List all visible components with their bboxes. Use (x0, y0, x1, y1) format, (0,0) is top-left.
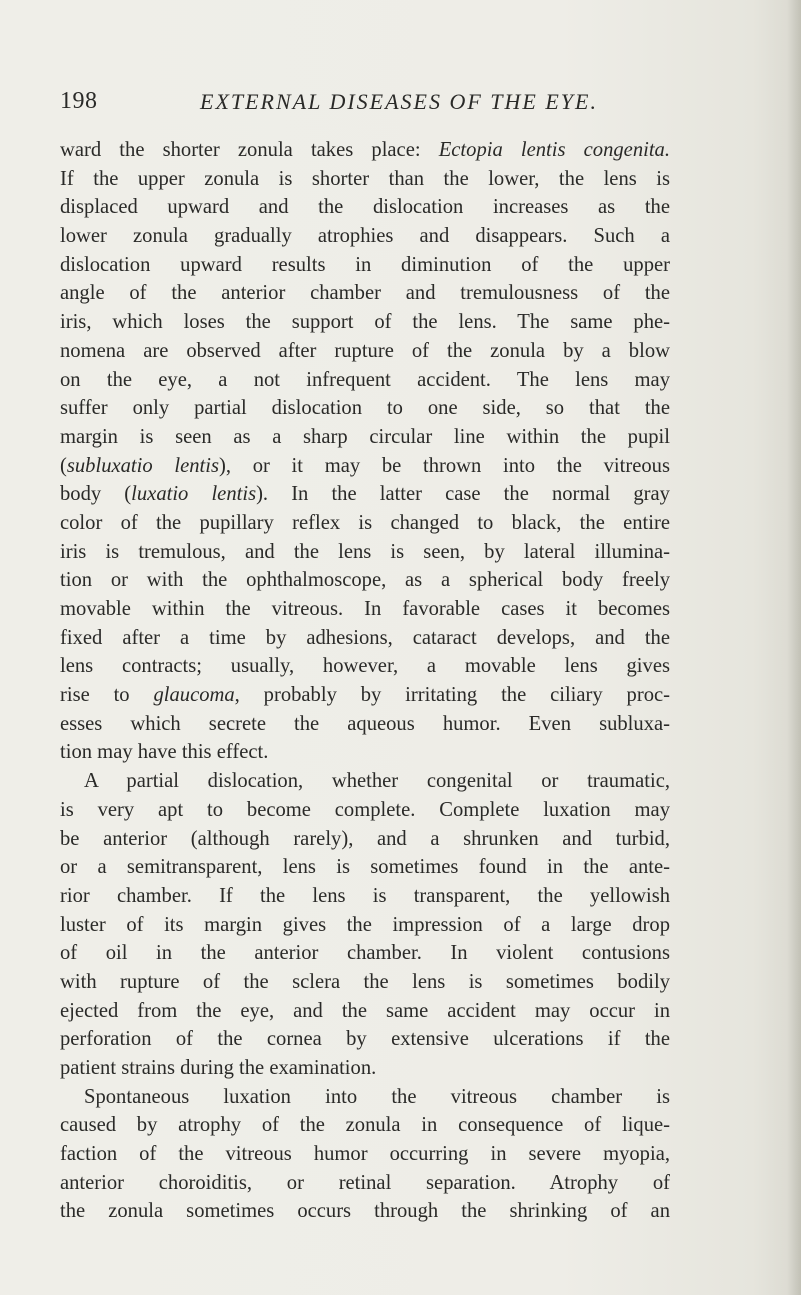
text-line: (subluxatio lentis), or it may be thrown into the vitreous (60, 454, 670, 477)
page-header (60, 88, 680, 122)
text-line: dislocation upward results in diminution of the upper (60, 253, 670, 276)
text-line: tion or with the ophthalmoscope, as a spherical body freely (60, 569, 670, 592)
text-line: with rupture of the sclera the lens is sometimes bodily (60, 970, 670, 993)
text-line: or a semitransparent, lens is sometimes found in the ante- (60, 856, 670, 879)
text-line: fixed after a time by adhesions, cataract develops, and the (60, 626, 670, 649)
text-line: rior chamber. If the lens is transparent, the yellowish (60, 884, 670, 907)
text-line: be anterior (although rarely), and a shrunken and turbid, (60, 827, 670, 850)
text-line: caused by atrophy of the zonula in consequence of lique- (60, 1114, 670, 1137)
italic-term: luxatio lentis (131, 483, 257, 506)
text-line: ward the shorter zonula takes place: Ectopia lentis congenita. (60, 139, 670, 161)
page-number: 198 (60, 88, 98, 114)
text-line: Spontaneous luxation into the vitreous chamber is (84, 1085, 670, 1108)
text-line: the zonula sometimes occurs through the shrinking of an (60, 1200, 670, 1223)
text-line: A partial dislocation, whether congenital or traumatic, (84, 770, 670, 793)
text-line: iris is tremulous, and the lens is seen, by lateral illumina- (60, 540, 670, 563)
text-line: faction of the vitreous humor occurring in severe myopia, (60, 1143, 670, 1166)
text-line: margin is seen as a sharp circular line within the pupil (60, 425, 670, 448)
text-line: color of the pupillary reflex is changed to black, the entire (60, 511, 670, 534)
text-line: patient strains during the examination. (60, 1057, 377, 1079)
text-line: body (luxatio lentis). In the latter case the normal gray (60, 483, 670, 506)
italic-term: glaucoma (153, 684, 235, 707)
text-line: angle of the anterior chamber and tremulousness of the (60, 282, 670, 305)
text-line: rise to glaucoma, probably by irritating the ciliary proc- (60, 684, 670, 707)
text-line: suffer only partial dislocation to one side, so that the (60, 397, 670, 420)
text-line: perforation of the cornea by extensive ulcerations if the (60, 1028, 670, 1051)
running-head: EXTERNAL DISEASES OF THE EYE. (200, 89, 598, 114)
page-edge-shadow (787, 0, 801, 1295)
text-line: esses which secrete the aqueous humor. Even subluxa- (60, 712, 670, 735)
text-line: movable within the vitreous. In favorable cases it becomes (60, 598, 670, 620)
text-line: is very apt to become complete. Complete luxation may (60, 798, 670, 821)
text-line: lens contracts; usually, however, a movable lens gives (60, 655, 670, 678)
text-line: anterior choroiditis, or retinal separation. Atrophy of (60, 1171, 670, 1194)
text-line: on the eye, a not infrequent accident. The lens may (60, 368, 670, 391)
text-line: of oil in the anterior chamber. In violent contusions (60, 942, 670, 965)
text-line: nomena are observed after rupture of the zonula by a blow (60, 339, 670, 362)
italic-term: subluxatio lentis (66, 454, 219, 477)
text-line: lower zonula gradually atrophies and disappears. Such a (60, 225, 670, 248)
text-line: iris, which loses the support of the lens. The same phe- (60, 311, 670, 334)
body-text (60, 136, 670, 1226)
italic-term: Ectopia lentis congenita. (438, 139, 670, 161)
text-line: tion may have this effect. (60, 741, 269, 764)
text-line: ejected from the eye, and the same accident may occur in (60, 999, 670, 1022)
text-line: luster of its margin gives the impression of a large drop (60, 913, 670, 936)
text-line: displaced upward and the dislocation increases as the (60, 196, 670, 219)
text-line: If the upper zonula is shorter than the lower, the lens is (60, 167, 670, 190)
